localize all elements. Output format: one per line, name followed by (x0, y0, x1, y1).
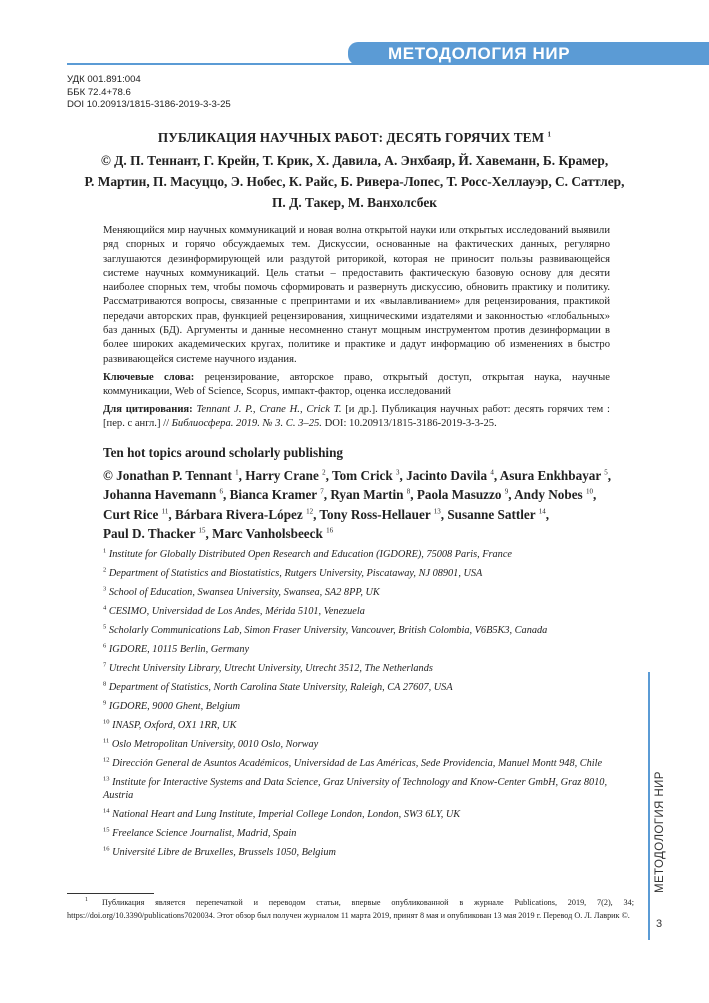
citation-label: Для цитирования: (103, 403, 193, 415)
footnote-text: Публикация является перепечаткой и переводом статьи, впервые опубликованной в журнале Publications, 2019, 7(2), 34; https://doi.org/10.3390/publications7020034. Этот обзор был получен журналом 11 марта 2019, принят 8 мая и опубликован 13 мая 2019 г. Перевод О. Л. Лаврик ©. (67, 898, 634, 920)
affiliation-ref[interactable]: 11 (161, 507, 169, 516)
affiliation-text: IGDORE, 10115 Berlin, Germany (108, 643, 250, 655)
affiliations-list (103, 548, 628, 859)
affiliation-ref[interactable]: 6 (219, 487, 224, 496)
author-en: Johanna Havemann $^6$, (103, 487, 230, 503)
affiliation-text: Institute for Interactive Systems and Data Science, Graz University of Technology and Know-Center GmbH, Graz 8010, Austria (103, 776, 608, 801)
affiliation-text: Dirección General de Asuntos Académicos, Universidad de Las Américas, Sede Providencia, Manuel Montt 948, Chile (112, 757, 603, 769)
affiliation-ref[interactable]: 13 (433, 507, 441, 516)
affiliation-ref[interactable]: 2 (322, 468, 326, 477)
author-name: Andy Nobes (514, 487, 583, 503)
header-rule (67, 63, 367, 65)
affiliation-text: Freelance Science Journalist, Madrid, Spain (112, 827, 297, 839)
author-en: Bárbara Rivera-López $^{12}$, (174, 506, 320, 522)
keywords-label: Ключевые слова: (103, 371, 195, 383)
footnote-divider (67, 893, 154, 894)
footnote-mark: 1 (85, 897, 88, 904)
keywords-text: рецензирование, авторское право, открытый доступ, открытая наука, научные коммуникации, Web of Science, Scopus, импакт-фактор, оценка исследований (103, 371, 610, 397)
affiliation-ref[interactable]: 8 (406, 487, 411, 496)
affiliation-text: Université Libre de Bruxelles, Brussels 1050, Belgium (112, 846, 336, 858)
affiliation-text: Institute for Globally Distributed Open Research and Education (IGDORE), 75008 Paris, France (108, 548, 512, 560)
footnote (67, 897, 634, 923)
affiliation-number: 10 (103, 718, 110, 726)
author-name: Susanne Sattler (447, 506, 536, 522)
article-title-ru-text: ПУБЛИКАЦИЯ НАУЧНЫХ РАБОТ: ДЕСЯТЬ ГОРЯЧИХ ТЕМ (157, 130, 545, 145)
author-en: Paola Masuzzo $^9$, (416, 487, 515, 503)
affiliation-item (103, 548, 628, 561)
keywords (103, 371, 610, 399)
affiliation-text: CESIMO, Universidad de Los Andes, Mérida 5101, Venezuela (108, 605, 365, 617)
author-en: Curt Rice $^{11}$, (103, 506, 175, 522)
affiliation-ref[interactable]: 3 (396, 468, 400, 477)
affiliation-number: 12 (103, 756, 110, 764)
author-name: Paul D. Thacker (103, 526, 196, 542)
article-body (0, 129, 709, 865)
abstract: Меняющийся мир научных коммуникаций и новая волна открытой науки или открытых исследований выявили ряд спорных и горячо обсуждаемых тем. Дискуссии, основанные на фактических данных, регулярно заглушаются дезинформирующей или раздутой риторикой, которая не приносит пользы развивающейся системе научных коммуникаций. Цель статьи – предоставить фактическую базовую основу для десяти наиболее спорных тем, чтобы помочь сформировать и развернуть дискуссию, обновить практику и политику. Рассматриваются вопросы, связанные с препринтами и их «вылавливанием» для рецензирования, практикой передачи авторских прав, функцией рецензирования, хищническими издателями и законностью «глобальных» баз данных (БД). Аргументы и данные несомненно станут мощным инструментом против дезинформации в более широких академических кругах, политике и практике и дадут информацию об изменениях в быстро развивающейся системе научного издания. (103, 225, 610, 365)
affiliation-ref[interactable]: 4 (490, 468, 494, 477)
author-name: Paola Masuzzo (416, 487, 502, 503)
sidebar-section-label: МЕТОДОЛОГИЯ НИР (654, 771, 666, 893)
authors-ru-line: © Д. П. Теннант, Г. Крейн, Т. Крик, Х. Давила, А. Энхбаяр, Й. Хавеманн, Б. Крамер, (100, 153, 609, 168)
author-en: Tony Ross-Hellauer $^{13}$, (319, 506, 448, 522)
affiliation-text: School of Education, Swansea University, Swansea, SA2 8PP, UK (108, 586, 380, 598)
article-title-ru (0, 129, 709, 146)
affiliation-ref[interactable]: 9 (504, 487, 509, 496)
affiliation-ref[interactable]: 1 (235, 468, 239, 477)
section-header-label: МЕТОДОЛОГИЯ НИР (388, 44, 571, 63)
affiliation-item (103, 719, 628, 732)
bbk-code: ББК 72.4+78.6 (67, 86, 131, 98)
authors-ru-line: П. Д. Такер, М. Ванхолсбек (272, 195, 437, 210)
affiliation-text: Scholarly Communications Lab, Simon Fraser University, Vancouver, British Colombia, V6B5K3, Canada (108, 624, 548, 636)
section-header-tab (348, 42, 709, 65)
affiliation-text: Department of Statistics, North Carolina State University, Raleigh, CA 27607, USA (108, 681, 453, 693)
affiliation-number: 16 (103, 845, 110, 853)
article-title-en: Ten hot topics around scholarly publishing (103, 444, 344, 460)
title-footnote-ref[interactable]: 1 (547, 130, 552, 139)
author-name: Tony Ross-Hellauer (319, 506, 431, 522)
identifiers-block (67, 74, 231, 112)
author-en: © Jonathan P. Tennant $^1$, (103, 467, 246, 483)
author-en: Bianca Kramer $^7$, (229, 487, 331, 503)
affiliation-item (103, 586, 628, 599)
affiliation-ref[interactable]: 10 (585, 487, 593, 496)
affiliation-ref[interactable]: 12 (306, 507, 314, 516)
page-number: 3 (656, 918, 663, 930)
author-en (212, 526, 333, 541)
affiliation-text: Department of Statistics and Biostatistics, Rutgers University, Piscataway, NJ 08901, USA (108, 567, 483, 579)
author-name: Bianca Kramer (229, 487, 317, 503)
affiliation-number: 14 (103, 807, 110, 815)
author-en: Tom Crick $^3$, (332, 467, 407, 483)
author-en: Asura Enkhbayar $^5$, (499, 467, 612, 483)
citation-authors: Tennant J. P., Crane H., Crick T. (192, 403, 342, 415)
author-name: Ryan Martin (330, 487, 404, 503)
affiliation-item (103, 846, 628, 859)
affiliation-ref[interactable]: 14 (538, 507, 546, 516)
affiliation-number: 7 (103, 661, 107, 669)
author-en: Susanne Sattler $^{14}$, (447, 506, 549, 522)
affiliation-number: 13 (103, 775, 110, 783)
affiliation-ref[interactable]: 16 (326, 526, 334, 535)
affiliation-item (103, 567, 628, 580)
affiliation-ref[interactable]: 7 (320, 487, 324, 496)
affiliation-item (103, 662, 628, 675)
affiliation-number: 6 (103, 642, 107, 650)
affiliation-item (103, 643, 628, 656)
affiliation-text: INASP, Oxford, OX1 1RR, UK (112, 719, 237, 731)
affiliation-ref[interactable]: 5 (604, 468, 608, 477)
affiliation-number: 8 (103, 680, 107, 688)
affiliation-text: Utrecht University Library, Utrecht University, Utrecht 3512, The Netherlands (108, 662, 433, 674)
author-en: Ryan Martin $^8$, (330, 487, 417, 503)
affiliation-text: IGDORE, 9000 Ghent, Belgium (108, 700, 241, 712)
affiliation-item (103, 605, 628, 618)
author-name: © Jonathan P. Tennant (103, 467, 232, 483)
affiliation-ref[interactable]: 15 (198, 526, 206, 535)
affiliation-number: 3 (103, 585, 107, 593)
author-en: Andy Nobes $^{10}$, (514, 487, 597, 503)
affiliation-item (103, 738, 628, 751)
author-name: Tom Crick (332, 467, 393, 483)
author-en: Harry Crane $^2$, (245, 467, 332, 483)
author-en: Paul D. Thacker $^{15}$, (103, 526, 213, 542)
affiliation-text: National Heart and Lung Institute, Imperial College London, London, SW3 6LY, UK (112, 808, 461, 820)
affiliation-item (103, 827, 628, 840)
author-name: Marc Vanholsbeeck (212, 526, 323, 542)
affiliation-item (103, 776, 628, 802)
citation-doi: DOI: 10.20913/1815-3186-2019-3-3-25. (321, 417, 497, 429)
affiliation-item (103, 700, 628, 713)
author-name: Curt Rice (103, 506, 159, 522)
affiliation-number: 4 (103, 604, 107, 612)
authors-ru-line: Р. Мартин, П. Масуццо, Э. Нобес, К. Райс, Б. Ривера-Лопес, Т. Росс-Хеллауэр, С. Саттлер, (84, 174, 625, 189)
affiliation-number: 9 (103, 699, 107, 707)
affiliation-item (103, 757, 628, 770)
author-name: Harry Crane (245, 467, 319, 483)
affiliation-item (103, 624, 628, 637)
affiliation-number: 2 (103, 566, 107, 574)
citation-middle: [и др.]. Публикация научных работ: десять горячих тем : [пер. с англ.] // (103, 403, 610, 429)
affiliation-number: 5 (103, 623, 107, 631)
affiliation-text: Oslo Metropolitan University, 0010 Oslo, Norway (111, 738, 319, 750)
authors-ru (60, 150, 649, 213)
affiliation-item (103, 681, 628, 694)
citation-source: Библиосфера. 2019. № 3. С. 3–25. (171, 417, 322, 429)
sidebar-rule (648, 672, 650, 940)
author-name: Asura Enkhbayar (499, 467, 601, 483)
udc-code: УДК 001.891:004 (67, 74, 141, 85)
affiliation-number: 1 (103, 547, 107, 555)
authors-en (103, 466, 638, 544)
doi-code: DOI 10.20913/1815-3186-2019-3-3-25 (67, 99, 231, 110)
affiliation-number: 15 (103, 826, 110, 834)
affiliation-number: 11 (103, 737, 110, 745)
affiliation-item (103, 808, 628, 821)
citation (103, 403, 610, 431)
author-name: Jacinto Davila (406, 467, 488, 483)
author-en: Jacinto Davila $^4$, (406, 467, 500, 483)
author-name: Johanna Havemann (103, 487, 217, 503)
author-name: Bárbara Rivera-López (174, 506, 303, 522)
